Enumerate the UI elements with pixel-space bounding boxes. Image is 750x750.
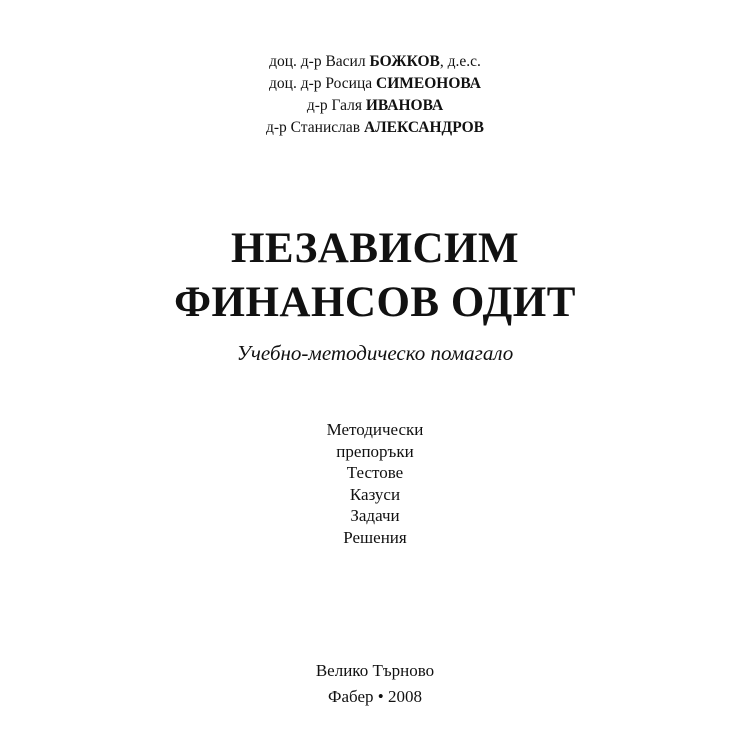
- book-subtitle: Учебно-методическо помагало: [236, 341, 514, 365]
- book-title: [0, 222, 750, 330]
- imprint-city: Велико Търново: [315, 661, 435, 680]
- contents-item: Задачи: [350, 506, 400, 525]
- contents-item: Тестове: [346, 463, 404, 482]
- author-prefix: д-р Галя: [306, 97, 366, 114]
- contents-item: препоръки: [336, 441, 414, 461]
- author-line: [0, 73, 750, 95]
- author-surname: АЛЕКСАНДРОВ: [363, 119, 484, 136]
- author-surname: БОЖКОВ: [369, 53, 440, 70]
- author-surname: СИМЕОНОВА: [376, 75, 481, 92]
- author-list: [0, 51, 750, 139]
- contents-item: Методически: [326, 420, 424, 439]
- author-line: [0, 51, 750, 73]
- author-prefix: д-р Станислав: [266, 119, 364, 136]
- author-prefix: доц. д-р Васил: [269, 53, 370, 70]
- author-surname: ИВАНОВА: [365, 97, 444, 114]
- contents-item: Казуси: [349, 484, 401, 504]
- book-title-line-1: НЕЗАВИСИМ: [230, 225, 520, 272]
- book-title-line-2: ФИНАНСОВ ОДИТ: [174, 279, 576, 326]
- author-line: [0, 117, 750, 139]
- author-suffix: , д.е.с.: [439, 53, 481, 70]
- author-prefix: доц. д-р Росица: [269, 75, 376, 92]
- author-line: [0, 95, 750, 117]
- imprint-publisher-year: Фабер • 2008: [328, 687, 422, 706]
- contents-list: [0, 419, 750, 548]
- contents-item: Решения: [343, 527, 407, 547]
- imprint: [0, 658, 750, 710]
